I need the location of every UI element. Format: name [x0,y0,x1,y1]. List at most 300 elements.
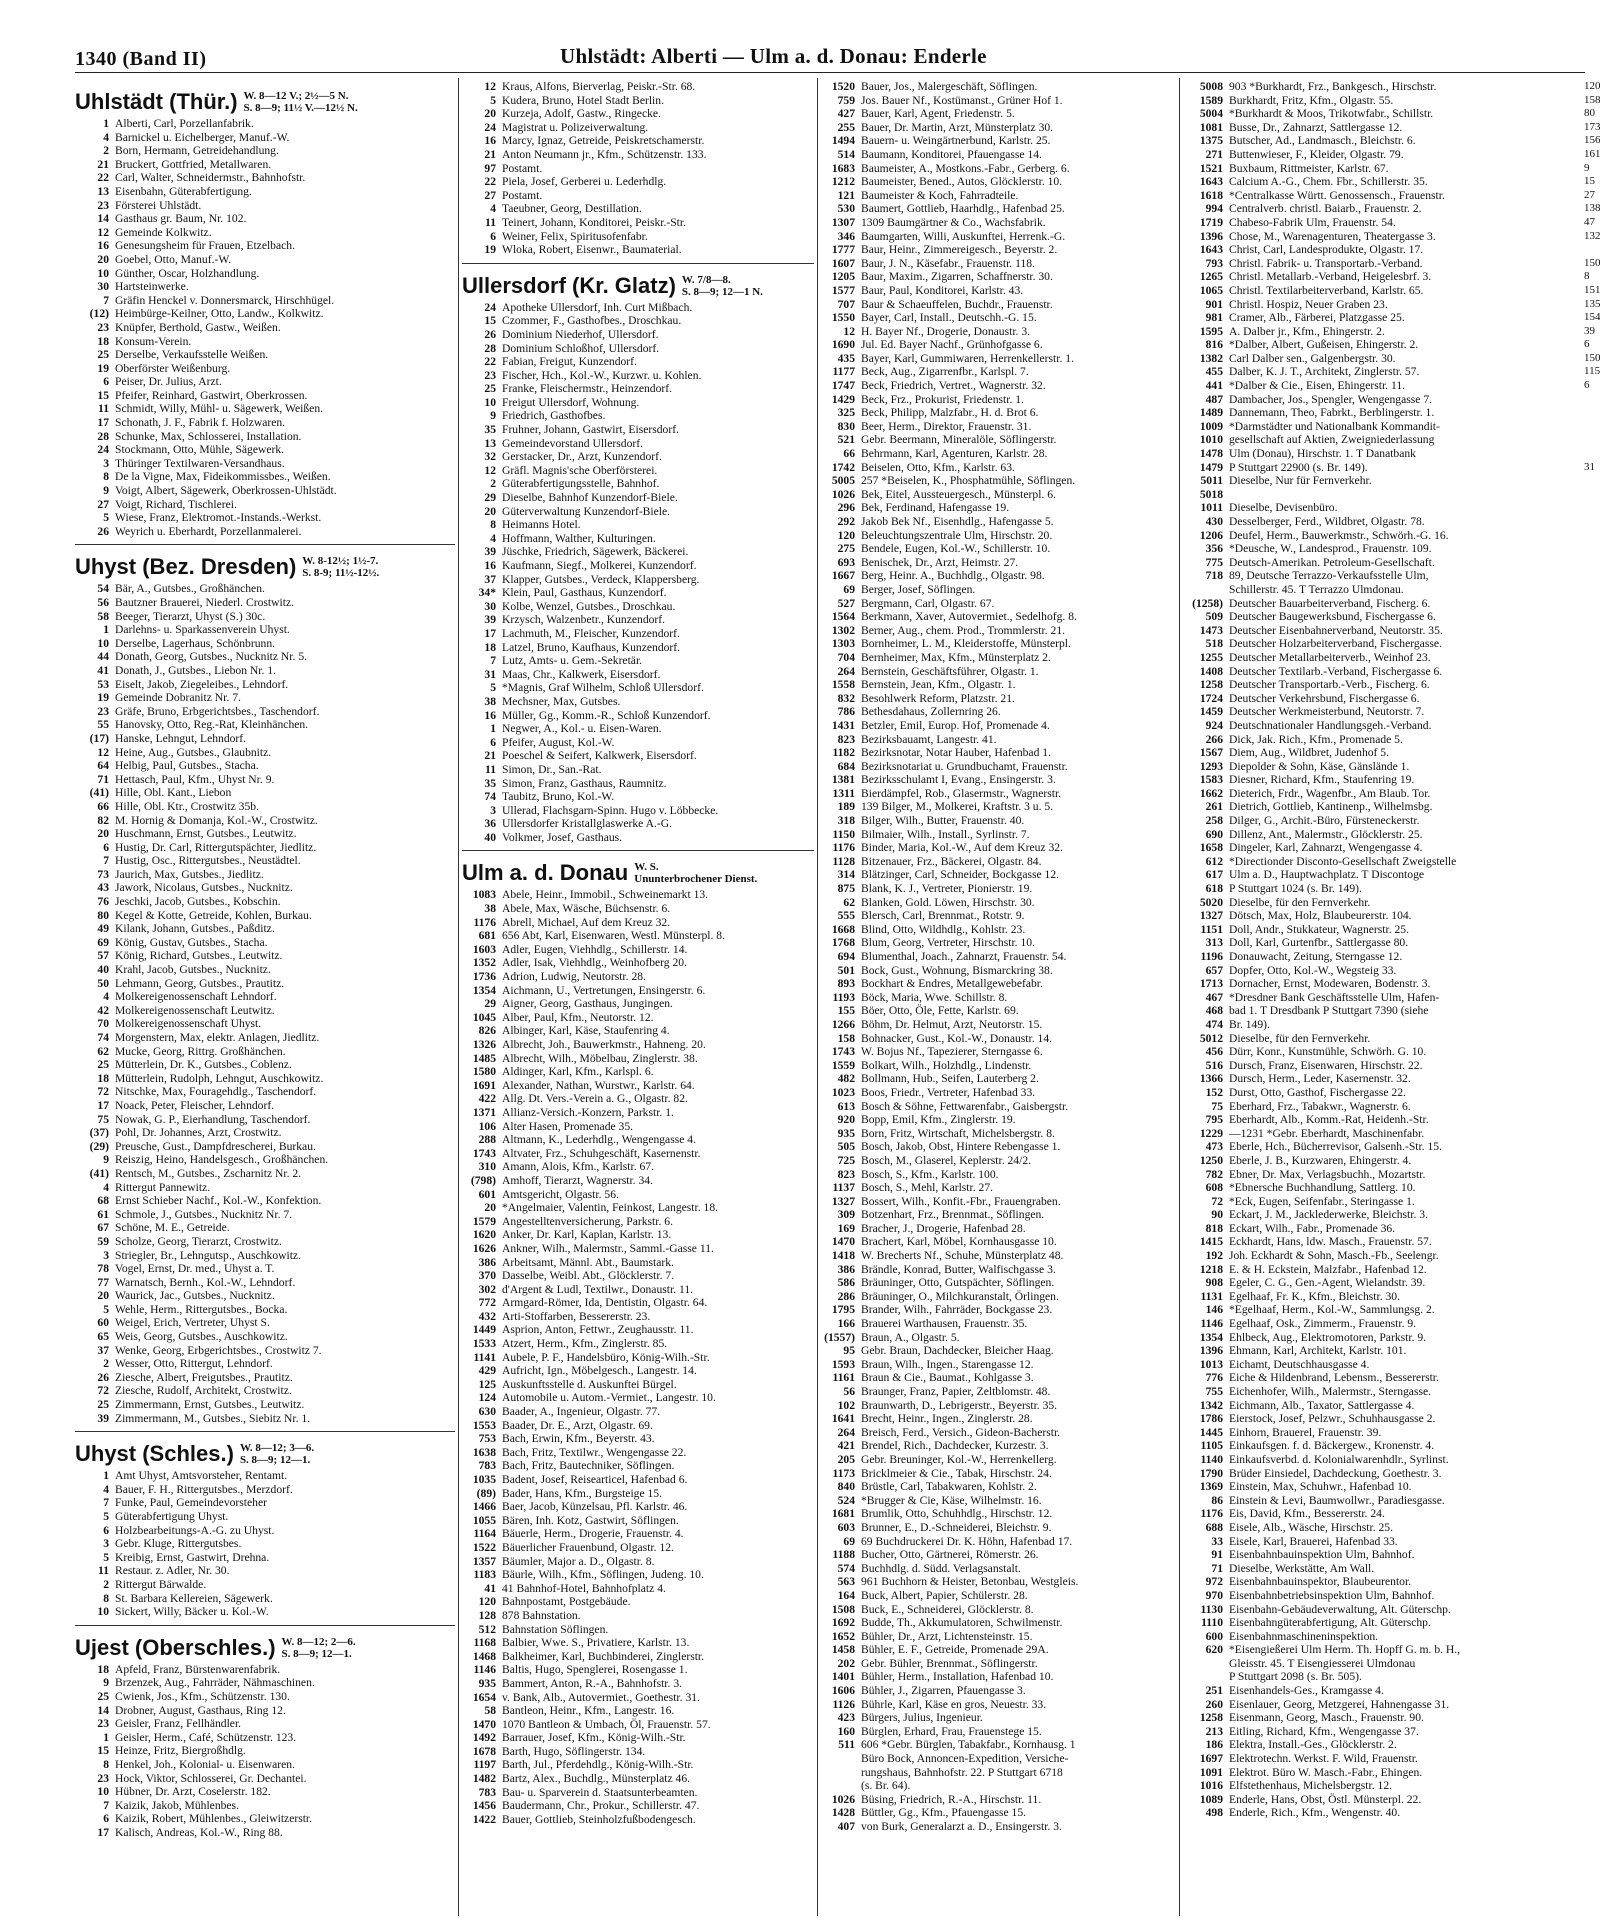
directory-entry [1183,542,1583,556]
directory-entry [1183,1181,1583,1195]
phone-number: 1445 [1199,1425,1223,1439]
directory-entry [462,464,814,478]
page-number: 1340 (Band II) [75,48,207,70]
phone-number: 125 [478,1377,496,1391]
phone-number: 498 [1205,1806,1223,1820]
directory-entry [462,1500,814,1514]
office-hours [682,274,763,298]
place-heading [75,1636,455,1660]
phone-number: 1141 [473,1350,496,1364]
phone-number: 53 [97,677,109,691]
directory-entry [75,226,455,240]
subscriber-name: Reiszig, Heino, Handelsgesch., Großhänchen. [115,1153,329,1167]
directory-entry [462,1296,814,1310]
subscriber-name: 606 *Gebr. Bürglen, Tabakfabr., Kornhausg. 1 [861,1738,1076,1752]
subscriber-name: Butscher, Ad., Landmasch., Bleichstr. 6. [1229,134,1416,148]
directory-entry [75,498,455,512]
directory-entry [821,719,1176,733]
subscriber-name: Dasselbe, Weibl. Abt., Glöcklerstr. 7. [502,1269,675,1283]
directory-entry [821,733,1176,747]
phone-number: 1415 [1199,1235,1223,1249]
directory-entry [462,1106,814,1120]
directory-entry [821,488,1176,502]
directory-entry [75,664,455,678]
directory-entry [462,1446,814,1460]
directory-entry [1183,814,1583,828]
phone-number: 386 [478,1255,496,1269]
phone-number: 23 [97,704,109,718]
directory-entry [821,1738,1176,1752]
directory-entry [821,760,1176,774]
subscriber-name: Dursch, Franz, Eisenwaren, Hirschstr. 22. [1229,1058,1423,1072]
phone-number: 72 [97,1384,109,1398]
directory-entry [462,162,814,176]
directory-entry [1183,1657,1583,1671]
place-heading [462,274,814,298]
phone-number: 1196 [1200,950,1223,963]
phone-number: 56 [843,1385,855,1398]
directory-entry [1183,1249,1583,1263]
section-rule [462,850,814,851]
office-hours [634,861,757,885]
subscriber-name: Pohl, Dr. Johannes, Arzt, Crostwitz. [115,1126,282,1140]
directory-entry [1183,950,1583,964]
phone-number: 6 [103,375,109,389]
directory-entry [75,718,455,732]
directory-entry [462,1201,814,1215]
subscriber-name: Mütterlein, Rudolph, Lehngut, Auschkowitz. [115,1071,324,1085]
phone-number: 690 [1205,827,1223,841]
subscriber-name: Kilank, Johann, Gutsbes., Paßditz. [115,922,275,936]
directory-entry [1183,80,1583,94]
phone-number: 427 [837,107,855,121]
directory-entry [821,202,1176,216]
subscriber-name: Born, Fritz, Wirtschaft, Michelsbergstr. 8. [861,1126,1055,1140]
phone-number: 12 [843,324,855,338]
phone-number: 681 [478,929,496,943]
directory-entry [75,1249,455,1263]
directory-entry [462,175,814,189]
subscriber-name: Rittergut Bärwalde. [115,1577,207,1591]
directory-entry [821,1793,1176,1807]
directory-entry [75,375,455,389]
phone-number: 1 [103,1730,109,1744]
subscriber-name: Bolkart, Wilh., Holzhdlg., Lindenstr. [861,1058,1032,1072]
directory-entry [1183,991,1583,1005]
subscriber-name: Alexander, Nathan, Wurstwr., Karlstr. 64. [502,1078,695,1092]
phone-number: 62 [843,895,855,909]
directory-entry [462,777,814,791]
phone-number: 74 [484,790,496,804]
phone-number: 1327 [831,1194,855,1208]
subscriber-name: Boos, Friedr., Vertreter, Hafenbad 33. [861,1085,1036,1099]
directory-entry [462,1120,814,1134]
phone-number: 1371 [472,1105,496,1119]
directory-entry [75,800,455,814]
phone-number: 920 [837,1113,855,1127]
directory-entry [462,301,814,315]
phone-number: 56 [97,596,109,609]
directory-entry [462,1555,814,1569]
phone-number: 4 [490,202,496,216]
phone-number: 16 [484,559,496,572]
directory-entry [462,216,814,230]
phone-number: 102 [837,1398,855,1412]
directory-entry [75,678,455,692]
directory-entry [75,1690,455,1704]
phone-number: 474 [1205,1017,1223,1031]
directory-entry [821,787,1176,801]
directory-entry [821,216,1176,230]
subscriber-name: Bracher, J., Drogerie, Hafenbad 28. [861,1221,1026,1235]
directory-entry [821,433,1176,447]
subscriber-name: Alberti, Carl, Porzellanfabrik. [115,117,254,130]
phone-number: 1559 [831,1058,855,1072]
phone-number: 935 [478,1676,496,1690]
subscriber-name: Krzysch, Walzenbetr., Kunzendorf. [502,613,666,627]
subscriber-name: Kolbe, Wenzel, Gutsbes., Droschkau. [502,599,676,613]
directory-entry [75,470,455,484]
edge-fragment: 15 [1584,175,1595,188]
directory-entry [462,1663,814,1677]
directory-entry [821,406,1176,420]
phone-number: 1401 [831,1670,855,1684]
subscriber-name: Beer, Herm., Direktor, Frauenstr. 31. [861,419,1032,433]
directory-entry [75,759,455,773]
directory-entry [821,882,1176,896]
phone-number: 1173 [832,1466,855,1480]
phone-number: 36 [484,817,496,831]
phone-number: 54 [97,582,109,596]
directory-entry [462,1487,814,1501]
phone-number: 1449 [472,1323,496,1337]
phone-number: 5012 [1199,1031,1223,1045]
phone-number: 1182 [832,746,855,760]
phone-number: 521 [837,433,855,447]
directory-entry [75,691,455,705]
phone-number: 1089 [1199,1792,1223,1806]
phone-number: (89) [476,1486,496,1500]
subscriber-name: Eisenhandels-Ges., Kramgasse 4. [1229,1684,1384,1698]
subscriber-name: Günther, Oscar, Holzhandlung. [115,266,260,280]
directory-entry [462,668,814,682]
directory-entry [1183,733,1583,747]
subscriber-name: Heimbürge-Keilner, Otto, Landw., Kolkwitz. [115,307,324,321]
phone-number: 1035 [472,1473,496,1486]
phone-number: 1091 [1199,1765,1223,1779]
phone-number: 4 [103,130,109,144]
directory-entry [462,1541,814,1555]
subscriber-name: Wenke, Georg, Erbgerichtsbes., Crostwitz 7. [115,1343,322,1357]
directory-entry [462,804,814,818]
directory-entry [462,1432,814,1446]
subscriber-name: Br. 149). [1229,1017,1270,1031]
subscriber-name: Bek, Eitel, Aussteuergesch., Münsterpl. 6. [861,487,1056,501]
phone-number: 26 [484,327,496,341]
phone-number: 39 [484,545,496,559]
phone-number: 1055 [472,1513,496,1527]
phone-number: 1013 [1199,1357,1223,1371]
directory-entry [462,355,814,369]
directory-entry [1183,1779,1583,1793]
subscriber-name: Jakob Bek Nf., Eisenhdlg., Hafengasse 5. [861,515,1054,528]
directory-entry [75,1344,455,1358]
phone-number: 1265 [1199,270,1223,284]
directory-entry [75,895,455,909]
subscriber-name: Molkereigenossenschaft Leutwitz. [115,1003,275,1017]
subscriber-name: Dieselbe, für den Fernverkehr. [1229,895,1371,909]
phone-number: 1083 [472,888,496,902]
subscriber-name: Ehlbeck, Aug., Elektromotoren, Parkstr. 9. [1229,1330,1427,1344]
subscriber-name: Braun, Wilh., Ingen., Starengasse 12. [861,1357,1034,1371]
phone-number: 601 [478,1187,496,1201]
subscriber-name: Kaufmann, Siegf., Molkerei, Kunzendorf. [502,559,697,572]
phone-number: 1713 [1199,977,1223,991]
subscriber-name: Blanken, Gold. Löwen, Hirschstr. 30. [861,895,1035,909]
column-1 [75,80,455,1915]
subscriber-name: Bayer, Karl, Gummiwaren, Herrenkellerstr. 1. [861,351,1074,365]
subscriber-name: Binder, Maria, Kol.-W., Auf dem Kreuz 32. [861,841,1063,855]
phone-number: 14 [97,212,109,226]
directory-entry [1183,1086,1583,1100]
directory-entry [1183,692,1583,706]
phone-number: 10 [97,636,109,650]
phone-number: 346 [837,229,855,243]
subscriber-name: Amhoff, Tierarzt, Wagnerstr. 34. [502,1173,653,1187]
phone-number: 8 [103,1757,109,1771]
phone-number: 1193 [832,990,855,1004]
phone-number: 1250 [1199,1153,1223,1167]
subscriber-name: Braunger, Franz, Papier, Zeltblomstr. 48. [861,1385,1051,1398]
phone-number: 6 [103,840,109,854]
subscriber-name: Bürglen, Erhard, Frau, Frauenstege 15. [861,1724,1042,1738]
directory-entry [75,1072,455,1086]
subscriber-name: *Ebnersche Buchhandlung, Sattlerg. 10. [1229,1181,1416,1195]
subscriber-name: Braun & Cie., Baumat., Kohlgasse 3. [861,1371,1034,1385]
subscriber-name: Wloka, Robert, Eisenwr., Baumaterial. [502,243,682,257]
phone-number: 1468 [472,1649,496,1663]
phone-number: 37 [97,1343,109,1357]
phone-number: 27 [97,497,109,511]
phone-number: 1146 [473,1663,496,1677]
subscriber-name: Geisler, Herm., Café, Schützenstr. 123. [115,1730,297,1744]
directory-entry [75,280,455,294]
subscriber-name: Genesungsheim für Frauen, Etzelbach. [115,239,295,253]
subscriber-name: 89, Deutsche Terrazzo-Verkaufsstelle Ulm, [1229,569,1429,583]
phone-number: 1478 [1199,447,1223,461]
edge-fragment: 39 [1584,324,1595,337]
phone-number: 16 [97,239,109,253]
directory-entry [821,1018,1176,1032]
subscriber-name: Hettasch, Paul, Kfm., Uhyst Nr. 9. [115,772,275,786]
phone-number: 617 [1205,868,1223,882]
column-divider-3 [1179,78,1180,1916]
phone-number: 309 [837,1208,855,1222]
column-4 [1183,80,1583,1915]
phone-number: 16 [484,708,496,722]
subscriber-name: Konsum-Verein. [115,334,192,348]
subscriber-name: Deutscher Eisenbahnerverband, Neutorstr. 35. [1229,623,1443,637]
phone-number: 1352 [472,956,496,970]
subscriber-name: Christl. Textilarbeiterverband, Karlstr. 65. [1229,283,1424,297]
directory-entry [75,1371,455,1385]
directory-entry [75,158,455,172]
subscriber-name: Auskunftsstelle d. Auskunftei Bürgel. [502,1377,677,1391]
phone-number: 12 [484,80,496,93]
phone-number: 1724 [1199,691,1223,705]
subscriber-name: Volkmer, Josef, Gasthaus. [502,830,623,844]
subscriber-name: Geisler, Franz, Fellhändler. [115,1717,242,1731]
office-hours-line: W. 8—12; 2—6. [281,1635,356,1648]
edge-fragment [1584,447,1600,461]
phone-number: 776 [1205,1371,1223,1385]
subscriber-name: Freigut Ullersdorf, Wohnung. [502,395,640,409]
directory-entry [1183,393,1583,407]
subscriber-name: Bühler, Dr., Arzt, Lichtensteinstr. 15. [861,1629,1033,1643]
phone-number: 19 [97,691,109,705]
phone-number: 1197 [473,1758,496,1772]
phone-number: 58 [484,1704,496,1718]
phone-number: 430 [1205,515,1223,528]
directory-entry [821,868,1176,882]
phone-number: 775 [1205,555,1223,569]
phone-number: 90 [1211,1208,1223,1222]
phone-number: 1618 [1199,188,1223,202]
directory-entry [821,298,1176,312]
directory-entry [1183,597,1583,611]
subscriber-name: Doll, Karl, Gurtenfbr., Sattlergasse 80. [1229,936,1409,950]
phone-number: (17) [89,731,109,745]
directory-entry [821,1045,1176,1059]
edge-fragment [1584,420,1600,434]
subscriber-name: Dieselbe, Nur für Fernverkehr. [1229,474,1372,488]
directory-entry [462,1459,814,1473]
directory-entry [462,997,814,1011]
subscriber-name: Eisenlauer, Georg, Metzgerei, Hahnengasse 31. [1229,1697,1450,1711]
subscriber-name: Amt Uhyst, Amtsvorsteher, Rentamt. [115,1469,288,1483]
phone-number: 42 [97,1003,109,1017]
directory-entry [821,1195,1176,1209]
phone-number: 783 [478,1785,496,1799]
place-name: Ujest (Oberschles.) [75,1634,276,1660]
subscriber-name: Baader, Dr. E., Arzt, Olgastr. 69. [502,1418,653,1432]
directory-entry [75,1316,455,1330]
directory-entry [462,736,814,750]
directory-entry [462,1092,814,1106]
subscriber-name: Bauer, Jos., Malergeschäft, Söflingen. [861,80,1038,93]
phone-number: 1654 [472,1690,496,1704]
phone-number: 1459 [1199,705,1223,719]
edge-fragment: 151 [1584,283,1600,296]
phone-number: 1489 [1199,406,1223,420]
phone-number: 1667 [831,569,855,583]
directory-entry [462,477,814,491]
subscriber-name: Eisenbahnbauinspektor, Blaubeurentor. [1229,1575,1412,1589]
phone-number: 314 [837,868,855,882]
subscriber-name: Bosch, Jakob, Obst, Hintere Rebengasse 1. [861,1140,1061,1154]
directory-entry [75,1496,455,1510]
phone-number: 620 [1205,1643,1223,1657]
subscriber-name: Eiche & Hildenbrand, Lebensm., Bessererstr. [1229,1371,1439,1385]
directory-entry [1183,1793,1583,1807]
section-rule [75,1625,455,1626]
subscriber-name: Büttler, Gg., Kfm., Pfauengasse 15. [861,1806,1027,1820]
subscriber-name: Warnatsch, Bernh., Kol.-W., Lehndorf. [115,1275,296,1289]
subscriber-name: Altvater, Frz., Schuhgeschäft, Kasernenstr. [502,1146,701,1160]
phone-number: 456 [1205,1045,1223,1059]
subscriber-name: Hartsteinwerke. [115,280,189,294]
office-hours [244,90,358,114]
phone-number: 23 [97,320,109,334]
subscriber-name: Donauwacht, Zeitung, Sterngasse 12. [1229,950,1403,963]
phone-number: 574 [837,1561,855,1575]
phone-number: 1479 [1199,460,1223,474]
directory-entry [1183,556,1583,570]
phone-number: 1 [103,1469,109,1483]
phone-number: 1023 [831,1085,855,1099]
directory-entry [462,831,814,845]
directory-entry [821,896,1176,910]
phone-number: 1743 [472,1146,496,1160]
directory-entry [1183,800,1583,814]
directory-entry [821,189,1176,203]
section-rule [75,1431,455,1432]
phone-number: 313 [1205,936,1223,950]
subscriber-name: Baur, Paul, Konditorei, Karlstr. 43. [861,283,1024,297]
subscriber-name: Försterei Uhlstädt. [115,198,202,212]
phone-number: 586 [837,1276,855,1290]
phone-number: 5 [103,511,109,525]
phone-number: 17 [97,1825,109,1839]
subscriber-name: *Dalber, Albert, Gußeisen, Ehingerstr. 2. [1229,338,1419,352]
phone-number: 57 [97,949,109,963]
phone-number: 1620 [472,1228,496,1242]
directory-entry [821,1208,1176,1222]
subscriber-name: Güterverwaltung Kunzendorf-Biele. [502,504,671,518]
phone-number: 3 [490,803,496,817]
phone-number: 15 [97,1744,109,1758]
subscriber-name: Mucke, Georg, Rittrg. Großhänchen. [115,1044,286,1058]
phone-number: 935 [837,1126,855,1140]
phone-number: 50 [97,976,109,990]
subscriber-name: Eisele, Alb., Wäsche, Hirschstr. 25. [1229,1520,1393,1534]
phone-number: 55 [97,718,109,732]
subscriber-name: Dieselbe, Werkstätte, Am Wall. [1229,1561,1375,1575]
subscriber-name: Einkaufsverbd. d. Kolonialwarenhdlr., Syrlinst. [1229,1452,1449,1466]
phone-number: 14 [97,1703,109,1717]
subscriber-name: 139 Bilger, M., Molkerei, Kraftstr. 3 u. 5. [861,800,1054,814]
directory-entry [821,1371,1176,1385]
subscriber-name: Bornheimer, L. M., Kleiderstoffe, Münsterpl. [861,637,1071,651]
phone-number: 20 [484,504,496,518]
directory-entry [1183,420,1583,434]
directory-entry [821,855,1176,869]
directory-entry [462,1038,814,1052]
directory-entry [75,949,455,963]
directory-entry [462,230,814,244]
subscriber-name: Egelhaaf, Osk., Zimmerm., Frauenstr. 9. [1229,1317,1417,1331]
directory-entry [821,352,1176,366]
subscriber-name: —1231 *Gebr. Eberhardt, Maschinenfabr. [1229,1126,1425,1140]
directory-entry [462,450,814,464]
subscriber-name: Bau- u. Sparverein d. Staatsunterbeamten. [502,1785,698,1799]
directory-entry [462,409,814,423]
phone-number: 1603 [472,942,496,956]
directory-entry [1183,1684,1583,1698]
subscriber-name: Barrauer, Josef, Kfm., König-Wilh.-Str. [502,1731,686,1745]
directory-entry [75,1564,455,1578]
directory-entry [75,457,455,471]
